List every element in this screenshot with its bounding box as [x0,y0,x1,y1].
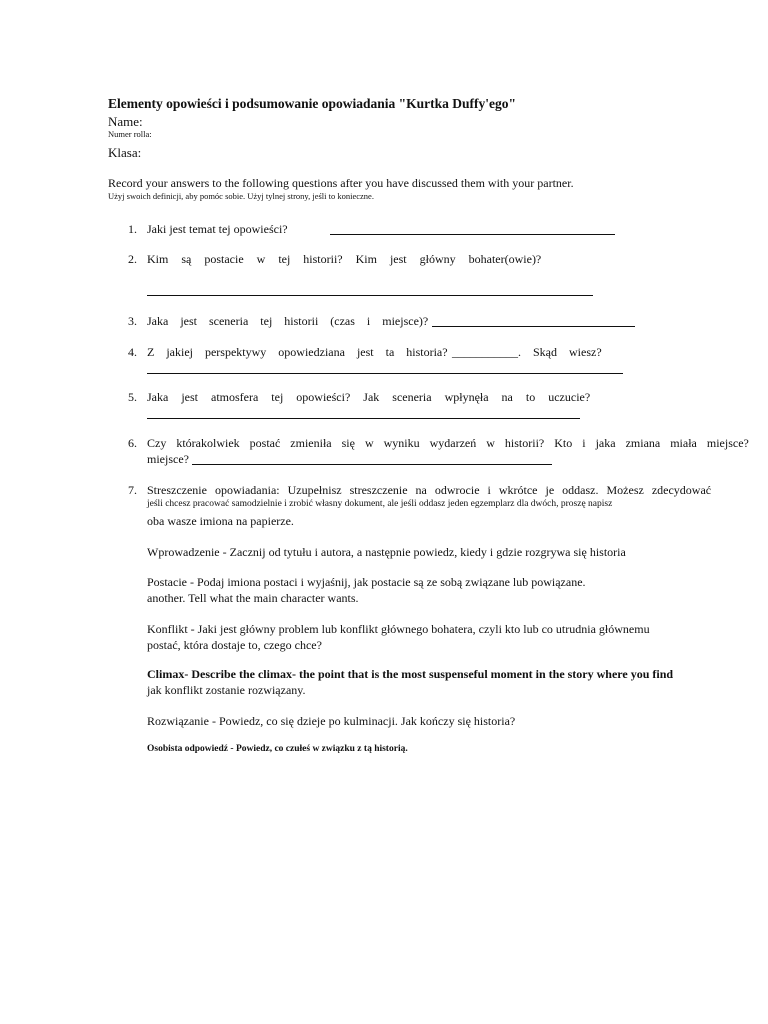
summary-climax: Climax- Describe the climax- the point that is the most suspenseful moment in the story where you find [147,667,674,681]
question-1-text: Jaki jest temat tej opowieści? [147,222,288,236]
summary-climax-2: jak konflikt zostanie rozwiązany. [147,683,306,697]
question-6-line-2: miejsce? [147,452,189,466]
question-6-text: Czy którakolwiek postać zmieniła się w wyniku wydarzeń w historii? Kto i jaka zmiana miała miejsce? [147,436,749,450]
question-4-text: Z jakiej perspektywy opowiedziana jest ta historia? [147,345,448,359]
question-number: 4. [128,345,137,359]
summary-conflict-2: postać, która dostaje to, czego chce? [147,638,322,652]
answer-line-6[interactable] [192,464,552,465]
answer-line-4[interactable] [147,373,623,374]
roll-label: Numer rolla: [108,129,152,139]
summary-characters: Postacie - Podaj imiona postaci i wyjaśnij, jak postacie są ze sobą związane lub powiązane. [147,575,586,589]
worksheet-title: Elementy opowieści i podsumowanie opowiadania "Kurtka Duffy'ego" [108,96,517,111]
question-number: 5. [128,390,137,404]
question-number: 7. [128,483,137,497]
instructions-line-2: Użyj swoich definicji, aby pomóc sobie. Użyj tylnej strony, jeśli to konieczne. [108,191,374,201]
question-2-text: Kim są postacie w tej historii? Kim jest główny bohater(owie)? [147,252,542,266]
question-4-blank: ___________. [452,345,521,359]
summary-introduction: Wprowadzenie - Zacznij od tytułu i autora, a następnie powiedz, kiedy i gdzie rozgrywa się historia [147,545,626,559]
summary-characters-2: another. Tell what the main character wants. [147,591,359,605]
answer-line-3[interactable] [432,326,635,327]
summary-conflict: Konflikt - Jaki jest główny problem lub konflikt głównego bohatera, czyli kto lub co utrudnia głównemu [147,622,650,636]
summary-resolution: Rozwiązanie - Powiedz, co się dzieje po kulminacji. Jak kończy się historia? [147,714,516,728]
question-number: 3. [128,314,137,328]
answer-line-2[interactable] [147,295,593,296]
question-7-text: Streszczenie opowiadania: Uzupełnisz streszczenie na odwrocie i wkrótce je oddasz. Możesz zdecydować [147,483,712,497]
question-7-note: jeśli chcesz pracować samodzielnie i zrobić własny dokument, ale jeśli oddasz jeden egzemplarz dla dwóch, proszę napisz [147,499,613,509]
question-5-text: Jaka jest atmosfera tej opowieści? Jak sceneria wpłynęła na to uczucie? [147,390,591,404]
question-number: 1. [128,222,137,236]
answer-line-5[interactable] [147,418,580,419]
summary-personal-response: Osobista odpowiedź - Powiedz, co czułeś w związku z tą historią. [147,744,408,754]
class-label: Klasa: [108,145,142,160]
question-3-text: Jaka jest sceneria tej historii (czas i miejsce)? [147,314,429,328]
question-number: 2. [128,252,137,266]
answer-line-1[interactable] [330,234,615,235]
question-4-tail: Skąd wiesz? [533,345,602,359]
name-label: Name: [108,114,143,129]
question-7-line-3: oba wasze imiona na papierze. [147,514,294,528]
instructions-line-1: Record your answers to the following questions after you have discussed them with your partner. [108,176,574,190]
question-number: 6. [128,436,137,450]
